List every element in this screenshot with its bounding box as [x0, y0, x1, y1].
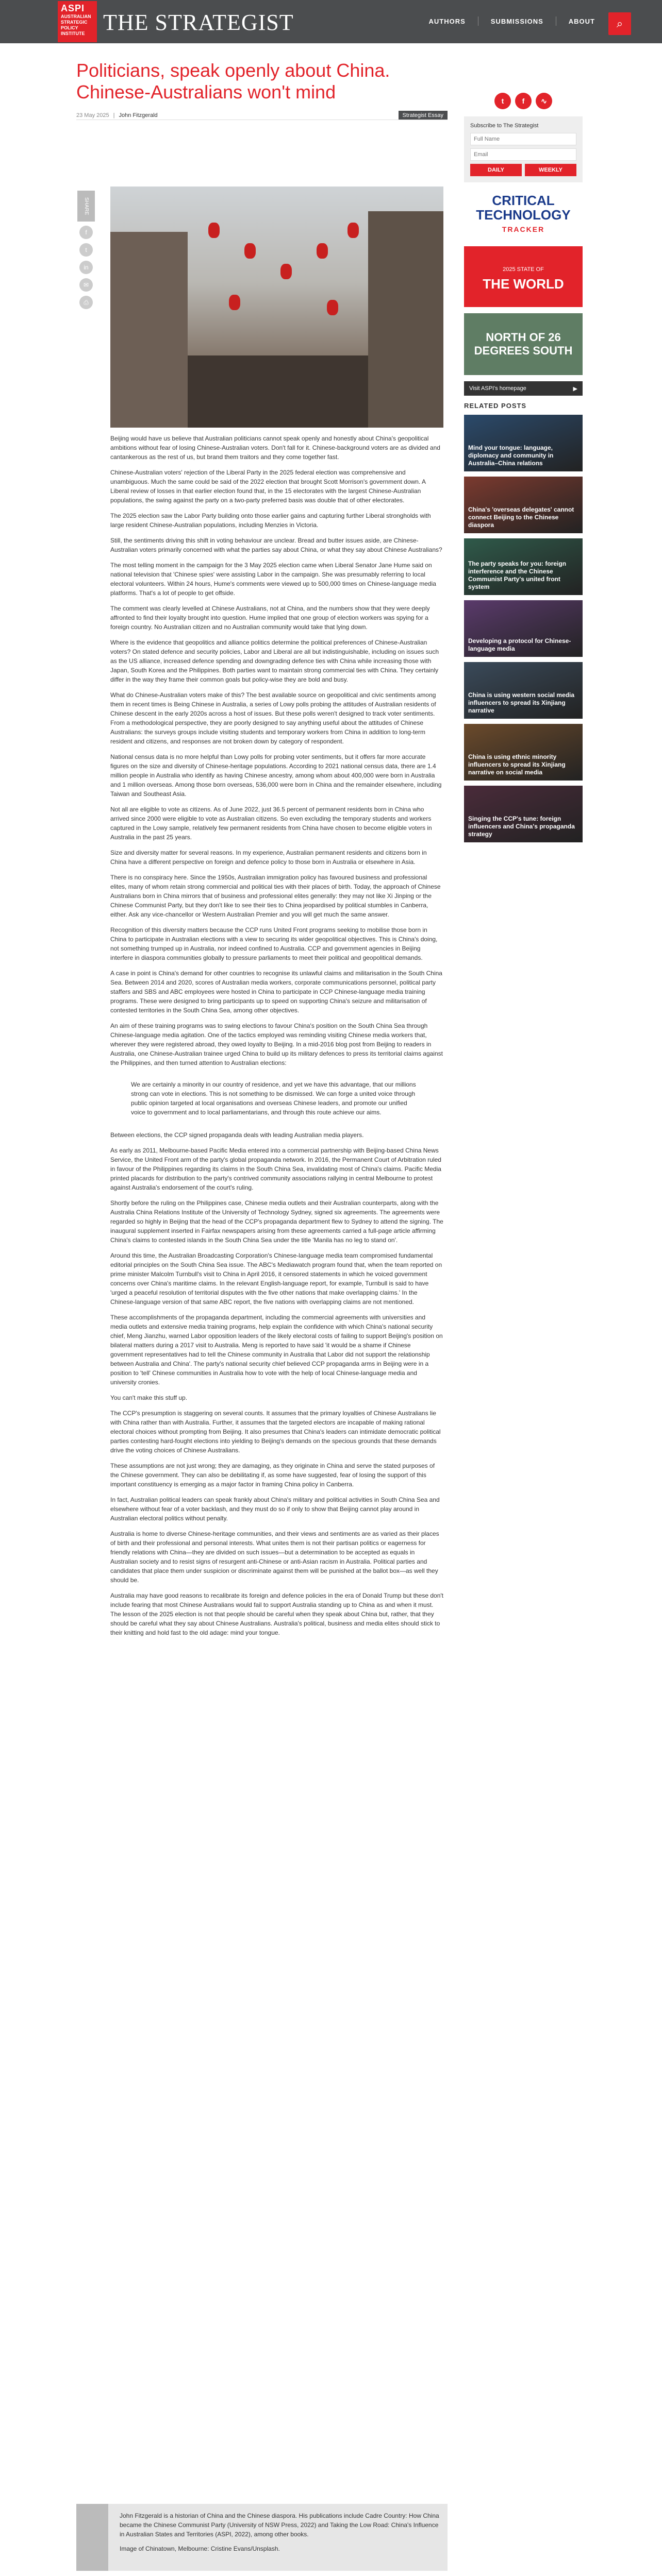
visit-aspi-link[interactable] — [464, 381, 583, 396]
related-post-card[interactable] — [464, 786, 583, 842]
related-post-card[interactable] — [464, 600, 583, 657]
bio-text — [120, 2511, 439, 2553]
subscribe-title: Subscribe to The Strategist — [470, 123, 539, 129]
ad-ct-line-3: TRACKER — [502, 225, 545, 233]
main-nav — [428, 16, 595, 26]
body-paragraph: Between elections, the CCP signed propaganda deals with leading Australian media players. — [110, 1131, 364, 1139]
body-paragraphs-2 — [110, 1130, 443, 1637]
lantern — [317, 243, 328, 259]
linkedin-icon[interactable]: in — [79, 261, 93, 274]
related-post-card[interactable] — [464, 662, 583, 719]
body-paragraph: These accomplishments of the propaganda department, including the commercial agreements with universities and media outlets and extensive media training programs, help explain the confidence with which China's national security chief, Meng Jianzhu, warned Labor opposition leaders of the likely electoral costs of failing to support Beijing's position on bilateral matters during a 2017 visit to Australia. Meng is reported to have said 'it would be a shame if Chinese government representatives had to tell the Chinese community in Australia that Labor did not support the relationship between Australia and China'. The party's national security chief believed CCP propaganda arms in Beijing were in a position to 'tell' Chinese communities in Australia how to vote with the help of local Chinese-language media and university cronies. — [110, 1314, 443, 1386]
building-right — [368, 211, 443, 428]
article-meta — [76, 111, 448, 120]
category-badge[interactable]: Strategist Essay — [399, 111, 448, 120]
street — [188, 355, 368, 428]
body-paragraph: Australia is home to diverse Chinese-heritage communities, and their views and sentiments are as varied as their places of birth and their professional and personal interests. What unites them is not their partisan politics or eagerness for friendly relations with China—they are divided on such issues—but a determination to be accepted as equals in Australian society and to resist signs of resurgent anti-Chinese or anti-Asian racism in Australia. Political parties and candidates that place them under suspicion or discriminate against them will be punished at the ballot box—as well they should be. — [110, 1530, 439, 1584]
email-icon[interactable]: ✉ — [79, 278, 93, 292]
logo-name: ASPI — [61, 3, 85, 13]
site-title[interactable]: THE STRATEGIST — [103, 10, 294, 35]
share-label: SHARE — [77, 191, 95, 222]
bio-paragraph: John Fitzgerald is a historian of China and the Chinese diaspora. His publications include Cadre Country: How China became the Chinese Communist Party (University of NSW Press, 2022) and Taking the Low Road: China's Influence in Australian States and Territories (ASPI, 2022), among other books. — [120, 2512, 439, 2538]
full-name-input[interactable] — [470, 133, 576, 145]
related-post-title: China is using ethnic minority influencers to spread its Xinjiang narrative on social media — [468, 753, 566, 776]
body-paragraph: National census data is no more helpful than Lowy polls for probing voter sentiments, but it offers far more accurate figures on the size and diversity of Chinese-heritage populations. According to 2021 national census data, there are 1.4 million people in Australia who identify as having Chinese ancestry, among whom about 400,000 were born in Australia and 1 million overseas. Among those born overseas, 536,000 were born in China and the remainder elsewhere, including Taiwan and Southeast Asia. — [110, 753, 442, 798]
nav-about[interactable]: ABOUT — [568, 17, 595, 25]
twitter-icon[interactable]: t — [494, 93, 511, 109]
ad-ct-line-1: CRITICAL — [492, 193, 555, 208]
nav-submissions[interactable]: SUBMISSIONS — [490, 17, 543, 25]
body-paragraph: Beijing would have us believe that Australian politicians cannot speak openly and honestly about China's geopolitical ambitions without fear of losing Chinese-Australian voters. Don't fall for it. Chinese-background voters are as divided and cantankerous as the rest of us, but brand them traitors and they come together fast. — [110, 435, 440, 461]
body-paragraph: Shortly before the ruling on the Philippines case, Chinese media outlets and their Australian counterparts, along with the Australia China Relations Institute of the University of Technology Sydney, signed six agreements. The agreements were regarded so highly in Beijing that the head of the CCP's propaganda department flew to Sydney to attend the signing. The inaugural supplement inserted in Fairfax newspapers arising from these agreements carried a full-page article affirming China's claims to contested islands in the South China Sea under the title 'Manila has no leg to stand on'. — [110, 1199, 443, 1244]
body-paragraph: Still, the sentiments driving this shift in voting behaviour are unclear. Bread and butter issues aside, are Chinese-Australian voters primarily concerned with what the parties say about China, or what they say about Chinese Australians? — [110, 537, 442, 553]
search-icon: ⌕ — [616, 17, 623, 30]
facebook-icon[interactable]: f — [515, 93, 532, 109]
social-links — [464, 93, 583, 109]
body-paragraph: There is no conspiracy here. Since the 1950s, Australian immigration policy has favoured business and professional elites, many of whom retain strong commercial and political ties with their places of birth. Today, the approach of Chinese Australians born in China mirrors that of business and professional elites generally: they may not like Xi Jinping or the Chinese Communist Party, but they don't like to see their ties to China jeopardised by political stumbles in Canberra, either. Ask any vice-chancellor or Western Australian Premier and you will get much the same answer. — [110, 874, 441, 918]
related-post-title: Developing a protocol for Chinese-language media — [468, 637, 571, 652]
image-credit: Image of Chinatown, Melbourne: Cristine Evans/Unsplash. — [120, 2545, 280, 2552]
lantern — [208, 223, 220, 238]
body-paragraph: These assumptions are not just wrong; they are damaging, as they originate in China and serve the stated purposes of the Chinese government. They can also be debilitating if, as some have suggested, fear of losing the support of this important constituency is emerging as a major factor in framing China policy in Canberra. — [110, 1462, 435, 1488]
lantern — [347, 223, 359, 238]
body-paragraph: Around this time, the Australian Broadcasting Corporation's Chinese-language media team compromised fundamental editorial principles on the South China Sea issue. The ABC's Mediawatch program found that, when the team reported on prime minister Malcolm Turnbull's visit to China in April 2016, it censored statements in which he voiced government concerns over China's maritime claims. In the relevant English-language report, for example, Turnbull is said to have 'urged a peaceful resolution of territorial disputes with the five other nations that make overlapping claims.' In the Chinese-language version of that same ABC report, the five nations with overlapping claims are not mentioned. — [110, 1252, 442, 1306]
body-paragraph: The most telling moment in the campaign for the 3 May 2025 election came when Liberal Senator Jane Hume said on national television that 'Chinese spies' were assisting Labor in the campaign. She was presumably referring to local electoral volunteers. Within 24 hours, Hume's comments were viewed up to 500,000 times on Chinese-language media platforms. That's a lot of people to get offside. — [110, 562, 436, 597]
building-left — [110, 232, 188, 428]
body-paragraph: The 2025 election saw the Labor Party building onto those earlier gains and capturing further Liberal strongholds with large resident Chinese-Australian populations, including Menzies in Victoria. — [110, 512, 431, 529]
related-post-card[interactable] — [464, 477, 583, 533]
body-paragraph: In fact, Australian political leaders can speak frankly about China's military and political activities in South China Sea and elsewhere without fear of a voter backlash, and they must do so if only to show that Beijing cannot play around in Australian electoral politics without penalty. — [110, 1496, 440, 1522]
email-input[interactable] — [470, 148, 576, 161]
share-column — [77, 191, 95, 309]
related-post-title: The party speaks for you: foreign interference and the Chinese Communist Party's united front system — [468, 560, 567, 590]
lantern — [327, 300, 338, 315]
sidebar — [464, 93, 583, 848]
nav-authors[interactable]: AUTHORS — [428, 17, 466, 25]
critical-technology-tracker-banner[interactable] — [464, 190, 583, 240]
body-paragraph: A case in point is China's demand for other countries to recognise its unlawful claims and militarisation in the South China Sea. Between 2014 and 2020, scores of Australian media workers, corporate communications personnel, political party staffers and SBS and ABC employees were hosted in China to participate in CCP Chinese-language media training programs. These were designed to bring participants up to speed on supporting China's seizure and militarisation of contested territories in the South China Sea, among other objectives. — [110, 970, 442, 1014]
arrow-right-icon: ▶ — [573, 385, 577, 392]
body-paragraph: Australia may have good reasons to recalibrate its foreign and defence policies in the era of Donald Trump but these don't include fearing that most Chinese Australians would fail to support Australia standing up to China as and when it must. The lesson of the 2025 election is not that people should be careful when they speak about China but, rather, that they should be careful what they say about Chinese Australians. Australia's political, business and media elites should stick to their knitting and hold fast to the old adage: mind your tongue. — [110, 1592, 444, 1636]
body-paragraph: What do Chinese-Australian voters make of this? The best available source on geopolitical and civic sentiments among them in recent times is Being Chinese in Australia, a series of Lowy polls probing the attitudes of Australian residents of Chinese descent in the early 2020s across a host of issues. But these polls weren't designed to track voter sentiments. From a methodological perspective, they are poorly designed to say anything useful about the attitudes of Chinese Australians: the surveys groups include visiting students and temporary workers from China in addition to long-term resident and citizens, and responses are not broken down by category of respondent. — [110, 691, 436, 745]
ad-world-line-1: 2025 STATE OF — [503, 266, 544, 273]
lantern — [229, 295, 240, 310]
body-paragraph: An aim of these training programs was to swing elections to favour China's position on the South China Sea through Chinese-language media agitation. One of the tactics employed was reminding visiting Chinese media workers that, wherever they were registered abroad, they owed loyalty to Beijing. In a mid-2016 blog post from Beijing to readers in Australia, one Chinese-Australian trainee urged China to build up its military defences to press its territorial claims against the Philippines, and then turned attention to Australian elections: — [110, 1022, 443, 1066]
state-of-the-world-banner[interactable] — [464, 246, 583, 307]
body-paragraph: Size and diversity matter for several reasons. In my experience, Australian permanent residents and citizens born in China have a different perspective on foreign and defence policy to those born in Australia or elsewhere in Asia. — [110, 849, 427, 866]
logo-subtitle: AUSTRALIAN STRATEGIC POLICY INSTITUTE — [61, 14, 91, 36]
bio-accent — [76, 2504, 108, 2571]
body-paragraph: You can't make this stuff up. — [110, 1394, 188, 1401]
twitter-icon[interactable]: t — [79, 243, 93, 257]
body-paragraph: Where is the evidence that geopolitics and alliance politics determine the political preferences of Chinese-Australian voters? On stated defence and security policies, Labor and Liberal are all but indistinguishable, including on issues such as the US alliance, increased defence spending and downgrading defence ties with China while increasing those with Japan, South Korea and the Philippines. Both parties want to maintain strong commercial ties with China. They certainly differ in the way they frame their common goals but policy-wise they are bold and busy. — [110, 639, 439, 683]
article-body — [110, 434, 443, 1643]
facebook-icon[interactable]: f — [79, 226, 93, 239]
related-posts — [464, 415, 583, 842]
related-post-title: China's 'overseas delegates' cannot connect Beijing to the Chinese diaspora — [468, 506, 574, 529]
body-paragraphs — [110, 434, 443, 1067]
body-paragraph: The comment was clearly levelled at Chinese Australians, not at China, and the numbers show that they were deeply affronted to find their loyalty brought into question. Hume implied that one group of election workers was spying for a foreign country. No Australian citizen and no Australian community would take that lying down. — [110, 605, 430, 631]
related-post-card[interactable] — [464, 724, 583, 781]
lantern — [280, 264, 292, 279]
article-title: Politicians, speak openly about China. Chinese-Australians won't mind — [76, 60, 390, 103]
related-post-card[interactable] — [464, 415, 583, 471]
blockquote: We are certainly a minority in our country of residence, and yet we have this advantage, that our millions strong can vote in elections. This is not something to be dismissed. We can forge a united voice through public opinion targeted at local organisations and overseas Chinese leaders, and promote our unified voice to government and to local parliamentarians, and through this route achieve our aims. — [131, 1081, 416, 1116]
site-header — [0, 0, 662, 43]
lantern — [244, 243, 256, 259]
related-post-title: Singing the CCP's tune: foreign influencers and China's propaganda strategy — [468, 815, 575, 838]
subscribe-buttons — [470, 164, 576, 176]
author-bio — [76, 2504, 448, 2571]
hero-image-chinatown — [110, 187, 443, 428]
subscribe-box — [464, 116, 583, 182]
rss-icon[interactable]: ∿ — [536, 93, 552, 109]
north-of-26-banner[interactable] — [464, 313, 583, 375]
aspi-logo[interactable] — [58, 1, 97, 42]
meta-separator: | — [113, 112, 115, 118]
ad-north-text: NORTH OF 26 DEGREES SOUTH — [474, 331, 573, 357]
ad-world-line-2: THE WORLD — [483, 276, 564, 292]
related-post-card[interactable] — [464, 538, 583, 595]
weekly-button[interactable]: WEEKLY — [525, 164, 576, 176]
article-date: 23 May 2025 — [76, 112, 109, 118]
search-button[interactable] — [608, 12, 631, 35]
body-paragraph: As early as 2011, Melbourne-based Pacific Media entered into a commercial partnership with Beijing-based China News Service, the United Front arm of the party's global propaganda network. In 2016, the Permanent Court of Arbitration ruled in favour of the Philippines regarding its claims in the South China Sea, invalidating most of China's claims. Pacific Media printed placards for distribution to the party's contrived community associations rallying in central Melbourne to protest against Australia's endorsement of the court's ruling. — [110, 1147, 441, 1191]
related-posts-heading: RELATED POSTS — [464, 402, 527, 410]
ad-ct-line-2: TECHNOLOGY — [476, 207, 571, 223]
body-paragraph: Chinese-Australian voters' rejection of the Liberal Party in the 2025 federal election was comprehensive and unambiguous. Much the same could be said of the 2022 election that brought Scott Morrison's government down. A Liberal review of losses in that earlier election found that, in the 15 electorates with the largest Chinese-Australian populations, the swing against the party on a two-party preferred basis was double that of other electorates. — [110, 469, 426, 504]
visit-aspi-text: Visit ASPI's homepage — [469, 385, 526, 392]
related-post-title: Mind your tongue: language, diplomacy and community in Australia–China relations — [468, 444, 554, 467]
article-author[interactable]: John Fitzgerald — [119, 112, 158, 118]
daily-button[interactable]: DAILY — [470, 164, 522, 176]
print-icon[interactable]: ⎙ — [79, 296, 93, 309]
body-paragraph: The CCP's presumption is staggering on several counts. It assumes that the primary loyalties of Chinese Australians lie with China rather than with Australia. Further, it assumes that the targeted electors are incapable of making rational electoral choices without prompting from Beijing. It also presumes that China's leaders can intimidate democratic political parties contesting hard-fought elections into yielding to Beijing's demands on the specious grounds that these demands drive the voting choices of Chinese Australians. — [110, 1410, 441, 1454]
body-paragraph: Recognition of this diversity matters because the CCP runs United Front programs seeking to mobilise those born in China to participate in Australian elections with a view to securing its wider geopolitical objectives. This is China's doing, not something trumped up in Australia, nor indeed confined to Australia. CCP and government agencies in Beijing interfere in diaspora communities globally to pressure parliaments to meet their political and geopolitical demands. — [110, 926, 438, 961]
body-paragraph: Not all are eligible to vote as citizens. As of June 2022, just 36.5 percent of permanent residents born in China who arrived since 2000 were eligible to vote as Australian citizens. So even excluding the temporary students and workers captured in the Lowy sample, relatively few permanent residents from China have chosen to become eligible voters in Australia in the past 25 years. — [110, 806, 432, 841]
related-post-title: China is using western social media influencers to spread its Xinjiang narrative — [468, 691, 575, 714]
